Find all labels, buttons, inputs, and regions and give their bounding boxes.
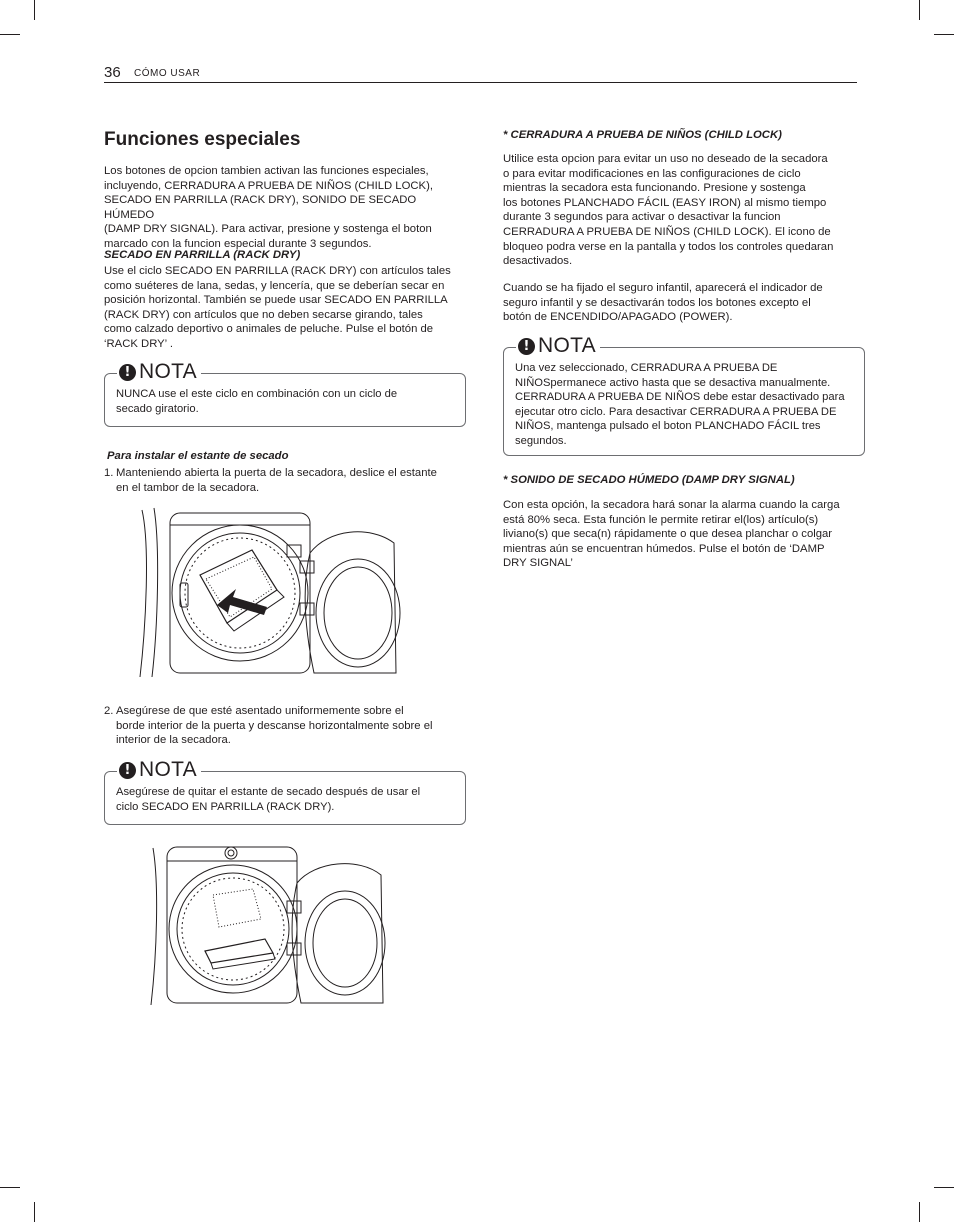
- page-title: Funciones especiales: [104, 129, 301, 150]
- crop-mark: [934, 34, 954, 35]
- header-divider: [104, 82, 857, 83]
- crop-mark: [934, 1187, 954, 1188]
- exclamation-circle-icon: !: [119, 364, 136, 381]
- crop-mark: [34, 0, 35, 20]
- note-title: [516, 334, 600, 358]
- crop-mark: [919, 1202, 920, 1222]
- intro-paragraph: Los botones de opcion tambien activan las funciones especiales, incluyendo, CERRADURA A PRUEBA DE NIÑOS (CHILD LOCK), SECADO EN PARRILLA (RACK DRY), SONIDO DE SECADO HÚMEDO (DAMP DRY SIGNAL). Para activar, presione y sostenga el boton marcado con la funcion especial durante 3 segundos.: [104, 165, 433, 250]
- dryer-illustration: [145, 843, 400, 1008]
- note-box: [503, 334, 865, 456]
- note-label: NOTA: [139, 360, 197, 383]
- damp-dry-heading: * SONIDO DE SECADO HÚMEDO (DAMP DRY SIGNAL): [503, 474, 795, 486]
- rack-shape: [200, 550, 284, 631]
- list-item: [104, 704, 469, 750]
- dryer-illustration: [132, 505, 402, 680]
- note-title: [117, 360, 201, 384]
- rack-dry-paragraph: Use el ciclo SECADO EN PARRILLA (RACK DRY) con artículos tales como suéteres de lana, sedas, y lencería, que se deberían secar en posición horizontal. También se puede usar SECADO EN PARRILLA (RACK DRY) con artículos que no deben secarse girando, tales como calzado deportivo o animales de peluche. Pulse el botón de ‘RACK DRY’ .: [104, 265, 451, 350]
- list-number: 1.: [104, 467, 114, 479]
- list-number: 2.: [104, 705, 114, 717]
- child-lock-paragraph: Utilice esta opcion para evitar un uso no deseado de la secadora o para evitar modificaciones en las configuraciones de ciclo mientras la secadora esta funcionando. Presione y sostenga los botones PLANCHADO FÁCIL (EASY IRON) al mismo tiempo durante 3 segundos para activar o desactivar la funcion CERRADURA A PRUEBA DE NIÑOS (CHILD LOCK). El icono de bloqueo podra verse en la pantalla y todos los controles quedaran desactivados.: [503, 153, 834, 268]
- crop-mark: [0, 1187, 20, 1188]
- note-text: Una vez seleccionado, CERRADURA A PRUEBA DE NIÑOSpermanece activo hasta que se desactiva manualmente. CERRADURA A PRUEBA DE NIÑOS debe estar desactivado para ejecutar otro ciclo. Para desactivar CERRADURA A PRUEBA DE NIÑOS, mantenga pulsado el boton PLANCHADO FÁCIL tres segundos.: [515, 362, 845, 447]
- child-lock-paragraph-2: Cuando se ha fijado el seguro infantil, aparecerá el indicador de seguro infantil y se desactivarán todos los botones excepto el botón de ENCENDIDO/APAGADO (POWER).: [503, 282, 823, 324]
- note-label: NOTA: [139, 758, 197, 781]
- page-number: 36: [104, 64, 121, 81]
- exclamation-circle-icon: !: [119, 762, 136, 779]
- note-title: [117, 758, 201, 782]
- note-box: [104, 360, 466, 427]
- list-text: Manteniendo abierta la puerta de la secadora, deslice el estante en el tambor de la secadora.: [116, 467, 437, 494]
- note-box: [104, 758, 466, 825]
- note-label: NOTA: [538, 334, 596, 357]
- install-heading: Para instalar el estante de secado: [107, 450, 289, 462]
- crop-mark: [34, 1202, 35, 1222]
- section-title: CÓMO USAR: [134, 68, 201, 79]
- crop-mark: [919, 0, 920, 20]
- list-item: [104, 466, 469, 498]
- note-text: Asegúrese de quitar el estante de secado después de usar el ciclo SECADO EN PARRILLA (RACK DRY).: [116, 786, 421, 813]
- list-text: Asegúrese de que esté asentado uniformemente sobre el borde interior de la puerta y descanse horizontalmente sobre el interior de la secadora.: [116, 705, 433, 747]
- rack-dry-heading: SECADO EN PARRILLA (RACK DRY): [104, 249, 301, 261]
- damp-dry-paragraph: Con esta opción, la secadora hará sonar la alarma cuando la carga está 80% seca. Esta función le permite retirar el(los) artículo(s) liviano(s) que seca(n) rápidamente o que desea planchar o colgar mientras aún se encuentran húmedos. Pulse el botón de ‘DAMP DRY SIGNAL’: [503, 499, 840, 570]
- crop-mark: [0, 34, 20, 35]
- exclamation-circle-icon: !: [518, 338, 535, 355]
- child-lock-heading: * CERRADURA A PRUEBA DE NIÑOS (CHILD LOCK): [503, 129, 782, 141]
- note-text: NUNCA use el este ciclo en combinación con un ciclo de secado giratorio.: [116, 388, 398, 415]
